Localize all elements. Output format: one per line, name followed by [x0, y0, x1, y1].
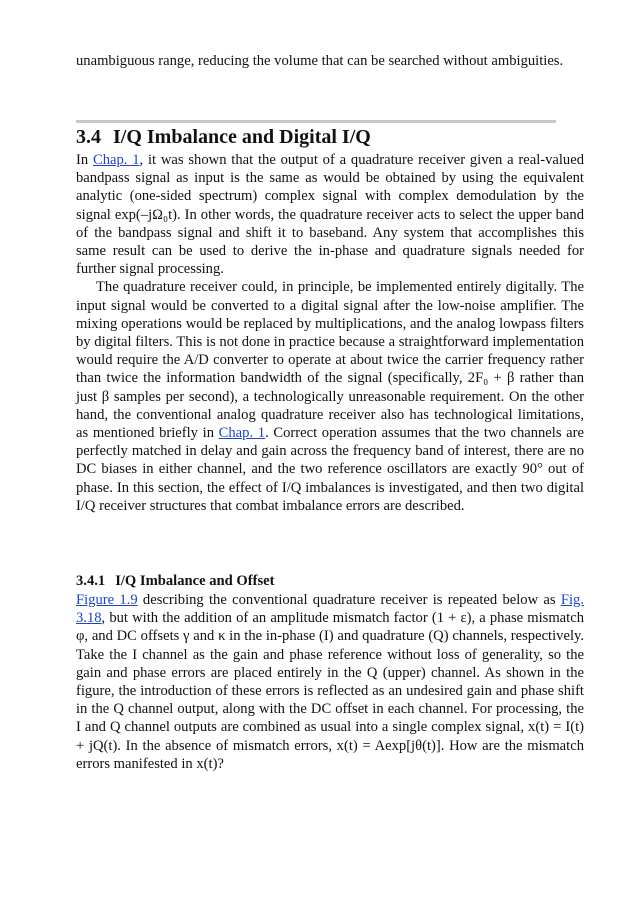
section-heading	[76, 125, 371, 149]
p1-pre: In	[76, 152, 93, 168]
chap1-link[interactable]: Chap. 1	[92, 152, 140, 168]
p2-text: The quadrature receiver could, in principle, be implemented entirely digitally. The input signal would be converted to a digital signal after the low-noise amplifier. The mixing operations would be replaced by multiplications, and the analog lowpass filters by digital filters. This is not done in practice because a straightforward implementation would require the A/D converter to operate at about twice the carrier frequency rather than twice the information bandwidth of the signal (specifically, 2F₀ + β rather than just β samples per second), a technologically unreasonable requirement. On the other hand, the conventional analog quadrature receiver also has technological limitations, as mentioned briefly in	[76, 279, 584, 442]
section-title: I/Q Imbalance and Digital I/Q	[113, 126, 371, 148]
subsection-title: I/Q Imbalance and Offset	[115, 573, 275, 589]
subsection-heading	[76, 572, 275, 590]
section-paragraph-1	[76, 151, 584, 278]
figure-1-9-link[interactable]: Figure 1.9	[76, 592, 138, 608]
top-paragraph-block	[76, 52, 584, 70]
chap1-link-2[interactable]: Chap. 1	[218, 425, 266, 442]
section-body	[76, 151, 584, 515]
top-paragraph: unambiguous range, reducing the volume that can be searched without ambiguities.	[76, 53, 564, 69]
p2-post: . Correct operation assumes that the two channels are perfectly matched in delay and gain across the frequency band of interest, there are no DC biases in either channel, and the two reference oscillators are exactly 90° out of phase. In this section, the effect of I/Q imbalances is investigated, and then two digital I/Q receiver structures that combat imbalance errors are described.	[76, 425, 584, 514]
subsection-body	[76, 591, 584, 773]
subsection-paragraph-1	[76, 591, 584, 773]
section-number: 3.4	[76, 126, 101, 148]
fig-3-18-link[interactable]: Fig. 3.18	[76, 592, 584, 627]
section-paragraph-2	[76, 278, 584, 515]
sp1-text2: , but with the addition of an amplitude mismatch factor (1 + ε), a phase mismatch φ, and DC offsets γ and κ in the in-phase (I) and quadrature (Q) channels, respectively. Take the I channel as the gain and phase reference without loss of generality, so the gain and phase errors are placed entirely in the Q (upper) channel. As shown in the figure, the introduction of these errors is reflected as an undesired gain and phase shift in the Q channel output, along with the DC offset in each channel. For processing, the I and Q channel outputs are combined as usual into a single complex signal, x(t) = I(t) + jQ(t). In the absence of mismatch errors, x(t) = Aexp[jθ(t)]. How are the mismatch errors manifested in x(t)?	[76, 610, 584, 772]
p1-text: , it was shown that the output of a quadrature receiver given a real-valued bandpass signal as input is the same as would be obtained by using the equivalent analytic (one-sided spectrum) complex signal with complex demodulation by the signal exp(–jΩ₀t). In other words, the quadrature receiver acts to select the upper band of the bandpass signal and shift it to baseband. Any system that accomplishes this same result can be used to derive the in-phase and quadrature signals needed for further signal processing.	[76, 152, 585, 278]
section-rule	[76, 120, 556, 123]
sp1-text1: describing the conventional quadrature receiver is repeated below as	[137, 592, 561, 608]
subsection-number: 3.4.1	[76, 573, 106, 589]
